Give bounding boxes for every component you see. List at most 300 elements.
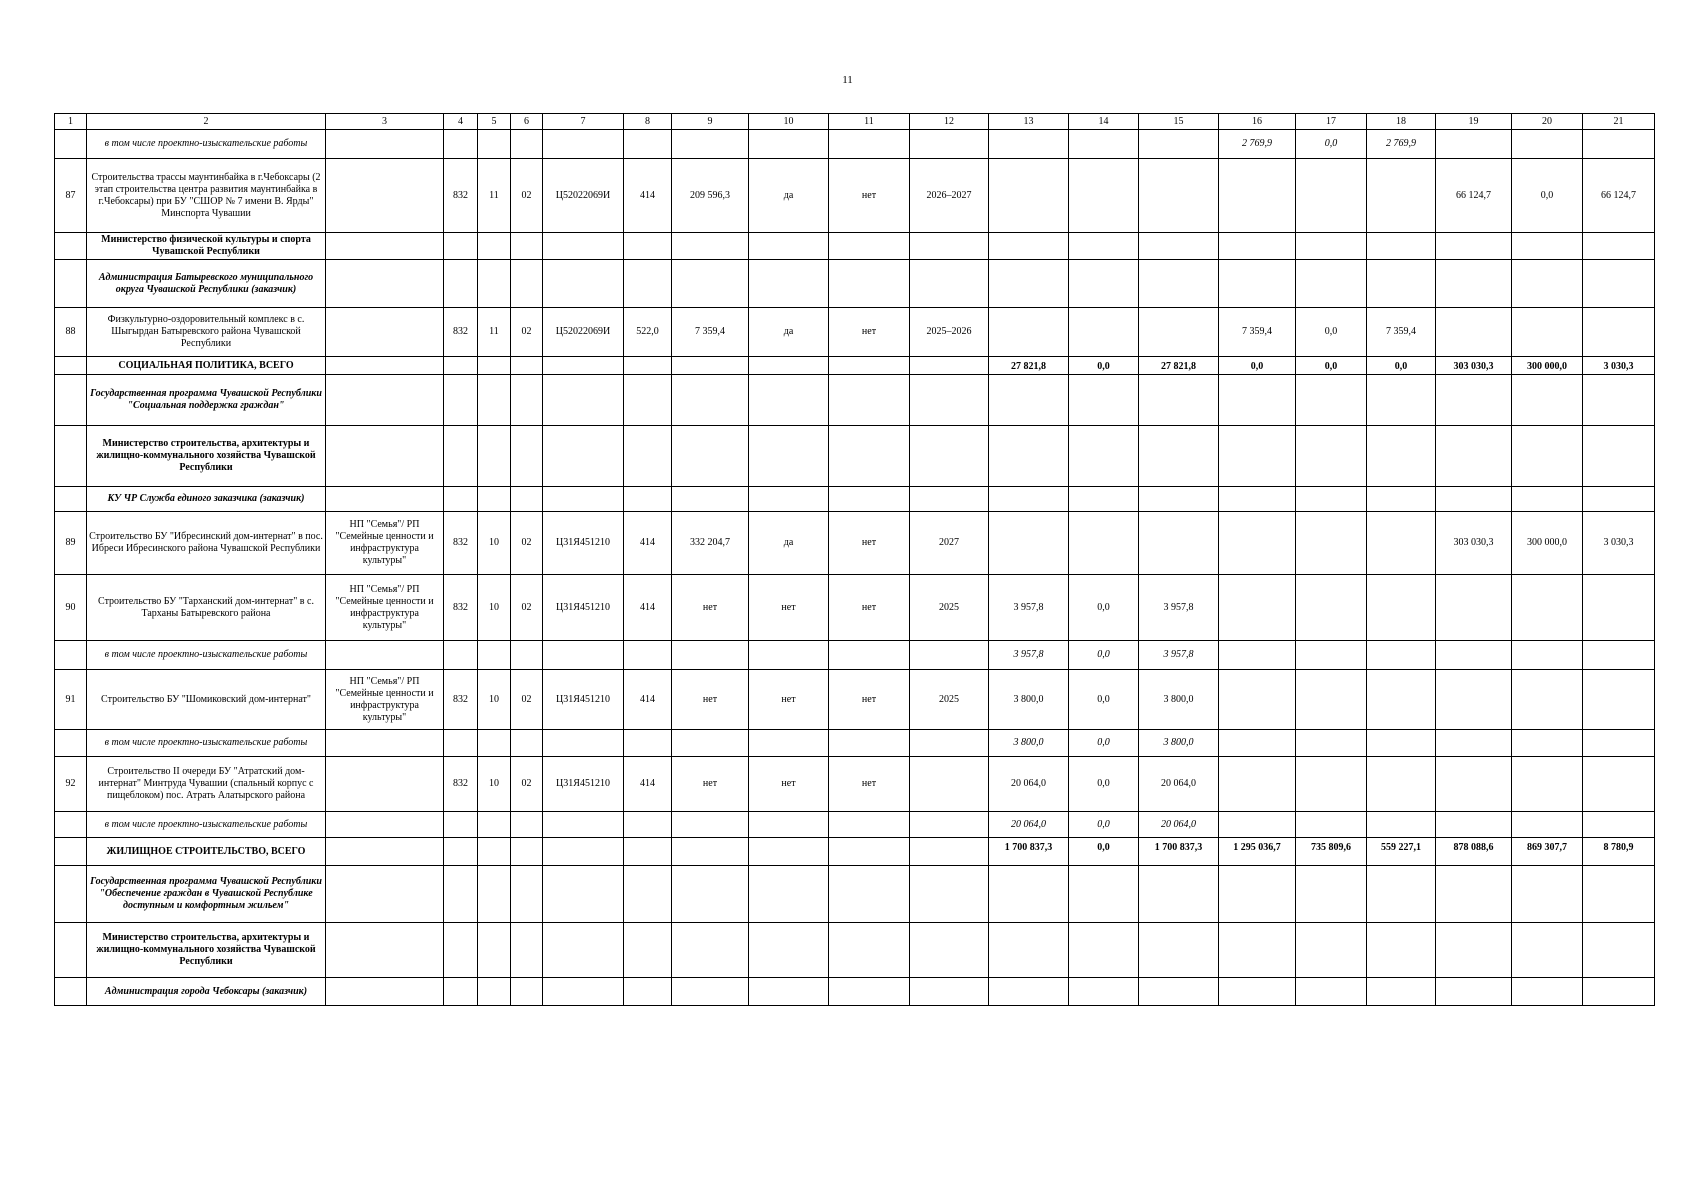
project-program	[326, 641, 444, 670]
value-cell	[543, 233, 624, 260]
value-cell	[910, 730, 989, 757]
value-cell	[1512, 757, 1583, 812]
value-cell	[511, 812, 543, 838]
value-cell: 832	[444, 757, 478, 812]
value-cell: нет	[829, 670, 910, 730]
value-cell: 209 596,3	[672, 159, 749, 233]
value-cell	[1219, 757, 1296, 812]
value-cell	[1436, 812, 1512, 838]
value-cell: 0,0	[1512, 159, 1583, 233]
value-cell: 10	[478, 670, 511, 730]
value-cell	[1069, 923, 1139, 978]
value-cell: 3 800,0	[1139, 670, 1219, 730]
value-cell	[829, 233, 910, 260]
value-cell	[511, 923, 543, 978]
row-description: в том числе проектно-изыскательские работы	[87, 812, 326, 838]
value-cell	[1139, 159, 1219, 233]
value-cell	[511, 487, 543, 512]
column-number: 10	[749, 114, 829, 130]
value-cell	[1367, 866, 1436, 923]
table-row	[55, 357, 1655, 375]
value-cell: 303 030,3	[1436, 357, 1512, 375]
value-cell	[910, 375, 989, 426]
value-cell: 3 030,3	[1583, 357, 1655, 375]
value-cell	[511, 426, 543, 487]
column-number: 4	[444, 114, 478, 130]
value-cell	[672, 357, 749, 375]
value-cell	[1219, 670, 1296, 730]
row-number	[55, 233, 87, 260]
column-number: 17	[1296, 114, 1367, 130]
value-cell	[1436, 426, 1512, 487]
value-cell: 414	[624, 159, 672, 233]
value-cell	[478, 130, 511, 159]
value-cell	[444, 426, 478, 487]
value-cell	[989, 375, 1069, 426]
value-cell: нет	[749, 757, 829, 812]
value-cell	[910, 838, 989, 866]
value-cell	[989, 426, 1069, 487]
value-cell: 0,0	[1219, 357, 1296, 375]
value-cell	[444, 357, 478, 375]
row-number	[55, 357, 87, 375]
row-description: СОЦИАЛЬНАЯ ПОЛИТИКА, ВСЕГО	[87, 357, 326, 375]
column-number: 18	[1367, 114, 1436, 130]
value-cell	[672, 375, 749, 426]
value-cell: 02	[511, 670, 543, 730]
value-cell	[749, 866, 829, 923]
value-cell	[829, 641, 910, 670]
row-description: Государственная программа Чувашской Республики "Социальная поддержка граждан"	[87, 375, 326, 426]
row-number	[55, 730, 87, 757]
value-cell	[1512, 375, 1583, 426]
row-description: Министерство физической культуры и спорта Чувашской Республики	[87, 233, 326, 260]
value-cell	[1512, 670, 1583, 730]
value-cell	[1296, 512, 1367, 575]
value-cell: 2 769,9	[1367, 130, 1436, 159]
value-cell: Ц52022069И	[543, 159, 624, 233]
value-cell	[624, 357, 672, 375]
value-cell	[624, 260, 672, 308]
table-row	[55, 838, 1655, 866]
value-cell	[1512, 487, 1583, 512]
value-cell: нет	[749, 670, 829, 730]
value-cell: 20 064,0	[1139, 757, 1219, 812]
value-cell	[543, 357, 624, 375]
value-cell	[478, 260, 511, 308]
value-cell	[478, 730, 511, 757]
value-cell	[511, 838, 543, 866]
value-cell	[1512, 978, 1583, 1006]
value-cell	[1367, 812, 1436, 838]
table-row	[55, 978, 1655, 1006]
value-cell: 3 957,8	[989, 575, 1069, 641]
value-cell	[1583, 130, 1655, 159]
value-cell	[1069, 866, 1139, 923]
project-program	[326, 357, 444, 375]
value-cell	[829, 838, 910, 866]
table-body	[55, 114, 1655, 1006]
value-cell: да	[749, 159, 829, 233]
value-cell: Ц31Я451210	[543, 757, 624, 812]
value-cell: 3 800,0	[1139, 730, 1219, 757]
row-description: Строительство БУ "Ибресинский дом-интернат" в пос. Ибреси Ибресинского района Чувашской Республики	[87, 512, 326, 575]
value-cell	[1069, 130, 1139, 159]
value-cell: Ц31Я451210	[543, 512, 624, 575]
value-cell	[624, 923, 672, 978]
value-cell	[1296, 978, 1367, 1006]
value-cell	[1583, 730, 1655, 757]
value-cell: 303 030,3	[1436, 512, 1512, 575]
value-cell: Ц31Я451210	[543, 575, 624, 641]
value-cell: 2025–2026	[910, 308, 989, 357]
value-cell: 20 064,0	[1139, 812, 1219, 838]
value-cell	[1583, 670, 1655, 730]
column-number-row	[55, 114, 1655, 130]
value-cell	[478, 812, 511, 838]
value-cell: 0,0	[1367, 357, 1436, 375]
row-number: 87	[55, 159, 87, 233]
value-cell	[444, 812, 478, 838]
row-number	[55, 375, 87, 426]
value-cell	[989, 923, 1069, 978]
value-cell	[1296, 233, 1367, 260]
value-cell: нет	[672, 670, 749, 730]
value-cell: 2025	[910, 670, 989, 730]
project-program	[326, 812, 444, 838]
value-cell	[910, 130, 989, 159]
value-cell	[1512, 812, 1583, 838]
value-cell	[543, 375, 624, 426]
value-cell	[1367, 233, 1436, 260]
value-cell	[749, 233, 829, 260]
value-cell	[749, 812, 829, 838]
value-cell	[1219, 233, 1296, 260]
value-cell	[1512, 641, 1583, 670]
value-cell	[749, 838, 829, 866]
value-cell	[1367, 757, 1436, 812]
value-cell	[624, 487, 672, 512]
value-cell: 414	[624, 757, 672, 812]
value-cell: 7 359,4	[672, 308, 749, 357]
column-number: 1	[55, 114, 87, 130]
value-cell: 66 124,7	[1436, 159, 1512, 233]
value-cell: 11	[478, 308, 511, 357]
value-cell: 0,0	[1296, 357, 1367, 375]
value-cell	[749, 730, 829, 757]
value-cell	[910, 260, 989, 308]
project-program	[326, 757, 444, 812]
value-cell	[1069, 512, 1139, 575]
value-cell	[1436, 923, 1512, 978]
value-cell	[1367, 512, 1436, 575]
value-cell	[1296, 426, 1367, 487]
value-cell	[749, 923, 829, 978]
value-cell	[1512, 923, 1583, 978]
value-cell	[1139, 233, 1219, 260]
project-program: НП "Семья"/ РП "Семейные ценности и инфраструктура культуры"	[326, 512, 444, 575]
value-cell	[1296, 923, 1367, 978]
row-number: 90	[55, 575, 87, 641]
value-cell	[1219, 426, 1296, 487]
value-cell	[444, 838, 478, 866]
value-cell	[672, 641, 749, 670]
row-number: 88	[55, 308, 87, 357]
table-row	[55, 575, 1655, 641]
value-cell	[1219, 575, 1296, 641]
value-cell	[1436, 730, 1512, 757]
value-cell: Ц31Я451210	[543, 670, 624, 730]
value-cell	[444, 641, 478, 670]
value-cell	[1512, 260, 1583, 308]
value-cell	[1069, 308, 1139, 357]
value-cell	[910, 978, 989, 1006]
value-cell	[511, 641, 543, 670]
value-cell: 522,0	[624, 308, 672, 357]
value-cell	[672, 260, 749, 308]
project-program	[326, 730, 444, 757]
value-cell	[1583, 426, 1655, 487]
value-cell: 3 957,8	[1139, 575, 1219, 641]
value-cell	[444, 730, 478, 757]
value-cell: 20 064,0	[989, 812, 1069, 838]
value-cell	[989, 260, 1069, 308]
row-description: в том числе проектно-изыскательские работы	[87, 641, 326, 670]
value-cell: 02	[511, 757, 543, 812]
value-cell	[1069, 487, 1139, 512]
value-cell: 2 769,9	[1219, 130, 1296, 159]
value-cell	[624, 838, 672, 866]
table-row	[55, 233, 1655, 260]
table-row	[55, 812, 1655, 838]
column-number: 20	[1512, 114, 1583, 130]
column-number: 19	[1436, 114, 1512, 130]
value-cell: 7 359,4	[1219, 308, 1296, 357]
value-cell	[1219, 512, 1296, 575]
value-cell	[1367, 670, 1436, 730]
value-cell	[478, 357, 511, 375]
value-cell	[672, 812, 749, 838]
value-cell	[1219, 866, 1296, 923]
value-cell: 0,0	[1069, 757, 1139, 812]
value-cell: 300 000,0	[1512, 512, 1583, 575]
value-cell	[511, 866, 543, 923]
value-cell	[829, 487, 910, 512]
table-row	[55, 866, 1655, 923]
row-number	[55, 812, 87, 838]
value-cell	[989, 308, 1069, 357]
value-cell: да	[749, 512, 829, 575]
value-cell	[444, 260, 478, 308]
value-cell	[543, 730, 624, 757]
row-number	[55, 641, 87, 670]
value-cell: 0,0	[1069, 357, 1139, 375]
project-program	[326, 260, 444, 308]
value-cell	[624, 812, 672, 838]
value-cell	[1583, 923, 1655, 978]
value-cell	[989, 159, 1069, 233]
value-cell	[1512, 730, 1583, 757]
value-cell	[1069, 260, 1139, 308]
value-cell	[543, 866, 624, 923]
value-cell	[1367, 159, 1436, 233]
table-row	[55, 757, 1655, 812]
value-cell	[543, 260, 624, 308]
value-cell	[910, 233, 989, 260]
value-cell: 1 700 837,3	[989, 838, 1069, 866]
value-cell	[1139, 866, 1219, 923]
value-cell	[1296, 866, 1367, 923]
value-cell	[543, 838, 624, 866]
value-cell: 1 295 036,7	[1219, 838, 1296, 866]
row-number	[55, 923, 87, 978]
row-description: Министерство строительства, архитектуры и жилищно-коммунального хозяйства Чувашской Республики	[87, 923, 326, 978]
value-cell	[1069, 426, 1139, 487]
value-cell	[478, 978, 511, 1006]
value-cell	[478, 487, 511, 512]
value-cell	[910, 426, 989, 487]
value-cell	[1436, 866, 1512, 923]
value-cell	[511, 130, 543, 159]
value-cell	[1367, 575, 1436, 641]
value-cell: 832	[444, 670, 478, 730]
value-cell: 3 030,3	[1583, 512, 1655, 575]
value-cell	[749, 426, 829, 487]
value-cell	[749, 260, 829, 308]
value-cell	[1219, 375, 1296, 426]
value-cell	[444, 375, 478, 426]
value-cell: 11	[478, 159, 511, 233]
value-cell	[1296, 487, 1367, 512]
value-cell	[444, 130, 478, 159]
value-cell	[1367, 641, 1436, 670]
value-cell: 3 800,0	[989, 730, 1069, 757]
value-cell	[1367, 978, 1436, 1006]
value-cell	[1139, 308, 1219, 357]
value-cell	[1436, 233, 1512, 260]
row-number: 89	[55, 512, 87, 575]
value-cell	[543, 978, 624, 1006]
value-cell	[1139, 130, 1219, 159]
value-cell	[672, 838, 749, 866]
row-description: Строительство II очереди БУ "Атратский дом-интернат" Минтруда Чувашии (спальный корпус с пищеблоком) пос. Атрать Алатырского района	[87, 757, 326, 812]
project-program	[326, 375, 444, 426]
value-cell	[543, 487, 624, 512]
value-cell	[829, 978, 910, 1006]
value-cell: Ц52022069И	[543, 308, 624, 357]
value-cell	[749, 641, 829, 670]
value-cell: 8 780,9	[1583, 838, 1655, 866]
project-program	[326, 426, 444, 487]
column-number: 16	[1219, 114, 1296, 130]
value-cell: нет	[829, 159, 910, 233]
value-cell	[1296, 757, 1367, 812]
value-cell	[672, 866, 749, 923]
value-cell: 3 800,0	[989, 670, 1069, 730]
value-cell	[1367, 923, 1436, 978]
row-number: 91	[55, 670, 87, 730]
value-cell	[989, 233, 1069, 260]
value-cell: нет	[829, 757, 910, 812]
value-cell	[1583, 812, 1655, 838]
value-cell: 10	[478, 575, 511, 641]
value-cell: 832	[444, 159, 478, 233]
value-cell	[543, 130, 624, 159]
value-cell: 0,0	[1069, 641, 1139, 670]
value-cell	[829, 357, 910, 375]
column-number: 13	[989, 114, 1069, 130]
row-number	[55, 838, 87, 866]
value-cell	[1583, 260, 1655, 308]
table-row	[55, 923, 1655, 978]
value-cell	[1219, 641, 1296, 670]
value-cell: 414	[624, 575, 672, 641]
value-cell	[1583, 308, 1655, 357]
table-row	[55, 670, 1655, 730]
value-cell	[1069, 375, 1139, 426]
value-cell	[543, 812, 624, 838]
value-cell: да	[749, 308, 829, 357]
project-program	[326, 308, 444, 357]
table-row	[55, 159, 1655, 233]
value-cell: 3 957,8	[1139, 641, 1219, 670]
value-cell: 832	[444, 308, 478, 357]
value-cell	[511, 730, 543, 757]
value-cell	[478, 426, 511, 487]
value-cell	[1583, 375, 1655, 426]
value-cell	[478, 838, 511, 866]
value-cell	[1069, 159, 1139, 233]
value-cell	[749, 130, 829, 159]
value-cell	[511, 375, 543, 426]
value-cell	[1296, 812, 1367, 838]
value-cell	[829, 866, 910, 923]
value-cell	[1583, 641, 1655, 670]
table-row	[55, 730, 1655, 757]
value-cell	[624, 130, 672, 159]
value-cell	[1436, 978, 1512, 1006]
column-number: 14	[1069, 114, 1139, 130]
value-cell	[672, 978, 749, 1006]
value-cell	[829, 375, 910, 426]
value-cell: 0,0	[1069, 670, 1139, 730]
value-cell: 3 957,8	[989, 641, 1069, 670]
value-cell	[1139, 260, 1219, 308]
value-cell: 878 088,6	[1436, 838, 1512, 866]
value-cell	[1436, 575, 1512, 641]
project-program	[326, 978, 444, 1006]
value-cell	[829, 923, 910, 978]
value-cell	[1436, 670, 1512, 730]
value-cell	[989, 978, 1069, 1006]
value-cell	[1436, 130, 1512, 159]
value-cell	[1139, 512, 1219, 575]
value-cell	[543, 923, 624, 978]
value-cell: нет	[672, 575, 749, 641]
value-cell	[1069, 233, 1139, 260]
value-cell	[989, 866, 1069, 923]
table-row	[55, 487, 1655, 512]
value-cell: 300 000,0	[1512, 357, 1583, 375]
value-cell: 832	[444, 512, 478, 575]
row-number	[55, 426, 87, 487]
row-description: Строительства трассы маунтинбайка в г.Чебоксары (2 этап строительства центра развития маунтинбайка в г.Чебоксары) при БУ "СШОР № 7 имени В. Ярды" Минспорта Чувашии	[87, 159, 326, 233]
row-description: Строительство БУ "Шомиковский дом-интернат"	[87, 670, 326, 730]
value-cell	[543, 426, 624, 487]
value-cell	[1367, 487, 1436, 512]
value-cell	[989, 512, 1069, 575]
row-description: Министерство строительства, архитектуры и жилищно-коммунального хозяйства Чувашской Республики	[87, 426, 326, 487]
